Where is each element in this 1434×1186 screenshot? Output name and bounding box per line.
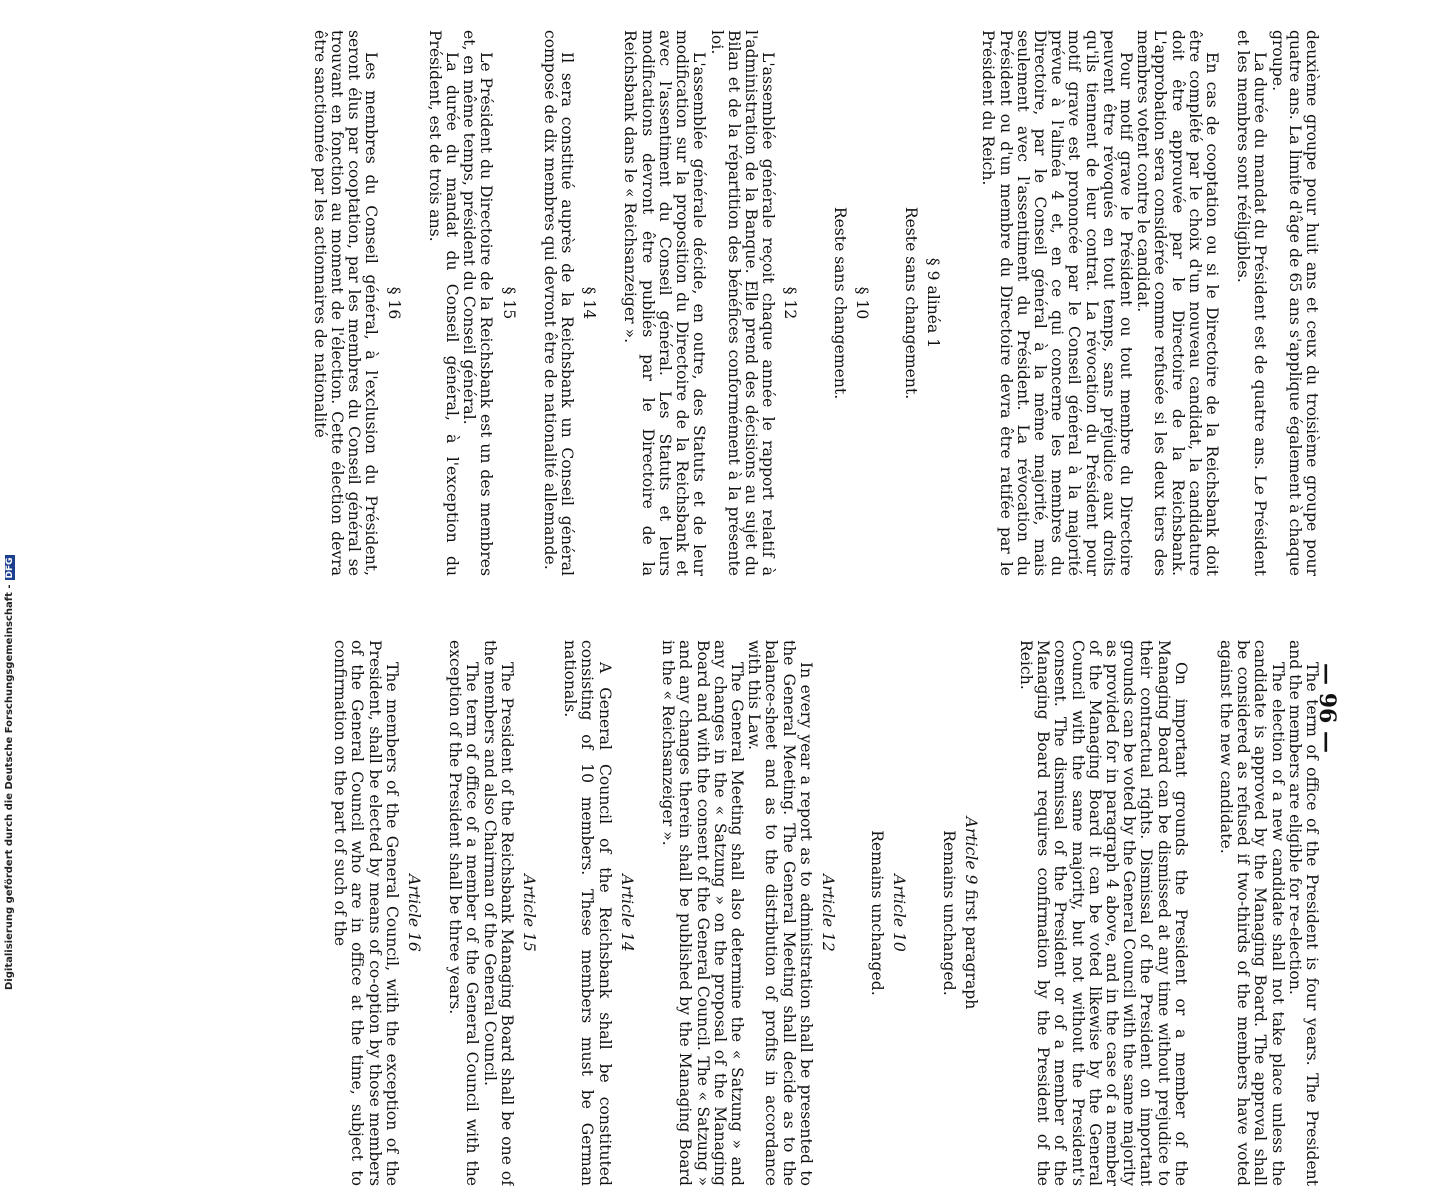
section-note: Reste sans changement. — [830, 206, 849, 400]
article-heading: Article 12 — [818, 874, 837, 952]
paragraph: The term of office of a member of the General Council with the exception of the President shall be three years. — [446, 640, 482, 1186]
article-heading: Article 15 — [520, 874, 539, 952]
dfg-logo: DFG — [5, 557, 15, 579]
paragraph: L'assemblée générale décide, en outre, des Statuts et de leur modification sur la proposition du Directoire de la Reichsbank et avec l'assentiment du Conseil général. Les Statuts et leurs modifications devront être publiés par le Directoire de la Reichsbank dans le « Reichsanzeiger ». — [621, 30, 709, 576]
paragraph: La durée du mandat du Conseil général, à l'exception du Président, est de trois ans. — [425, 30, 462, 576]
english-column — [331, 640, 1320, 1186]
paragraph: Pour motif grave le Président ou tout membre du Directoire peuvent être révoqués en tout temps, sans préjudice aux droits qu'ils tiennent de leur contrat. La révocation du Président pour motif grave est prononcée par le Conseil général à la majorité prévue à l'alinéa 4 et, en ce qui concerne les membres du Directoire, par le Conseil général à la même majorité, mais seulement avec l'assentiment du Président. La révocation du Président ou d'un membre du Directoire devra être ratifée par le Président du Reich. — [979, 30, 1135, 576]
article-heading: Article 9 first paragraph — [961, 816, 980, 1010]
paragraph: Il sera constitué auprès de la Reichsbank un Conseil général composé de dix membres qui devront être de nationalité allemande. — [540, 30, 577, 576]
article-heading: Article 10 — [890, 874, 909, 952]
article-heading: Article 14 — [617, 874, 636, 952]
paragraph: La durée du mandat du Président est de quatre ans. Le Président et les membres sont rééligibles. — [1234, 30, 1270, 576]
page-number: — 96 — — [1314, 663, 1340, 753]
section-heading: § 15 — [499, 286, 518, 320]
paragraph: On important grounds the President or a member of the Managing Board can be dismissed at any time without prejudice to their contractual rights. Dismissal of the President on important grounds can be voted by the General Council with the same majority as provided for in paragraph 4 above, and in the case of a member of the Managing Board it can be voted likewise by the General Council with the same majority, but not without the President's consent. The dismissal of the President or of a member of the Managing Board requires confirmation by the President of the Reich. — [1016, 640, 1190, 1186]
digitization-credit: Digitalisierung gefördert durch die Deutsche Forschungsgemeinschaft -DFG — [4, 557, 15, 990]
paragraph: En cas de cooptation ou si le Directoire de la Reichsbank doit être complété par le choix d'un nouveau candidat, la candidature doit être approuvée par le Directoire de la Reichsbank. L'approbation sera considérée comme refusée si les deux tiers des membres votent contre le candidat. — [1134, 30, 1221, 576]
paragraph: L'assemblée générale reçoit chaque année le rapport relatif à l'administration de la Banque. Elle prend des décisions au sujet du Bilan et de la répartition des bénéfices conformément à la présente loi. — [707, 30, 778, 576]
article-heading: Article 16 — [405, 874, 424, 952]
paragraph: deuxième groupe pour huit ans et ceux du troisième groupe pour quatre ans. La limite d'âge de 65 ans s'applique également à chaque groupe. — [1268, 30, 1321, 576]
section-heading: § 10 — [852, 286, 871, 320]
section-heading: § 9 alinéa 1 — [924, 257, 943, 349]
french-column — [311, 30, 1320, 576]
paragraph: Le Président du Directoire de la Reichsbank est un des membres et, en même temps, président du Conseil général. — [460, 30, 496, 576]
section-heading: § 16 — [384, 286, 403, 320]
article-note: Remains unchanged. — [868, 830, 887, 996]
paragraph: The President of the Reichsbank Managing Board shall be one of the members and also Chairman of the General Council. — [480, 640, 516, 1186]
paragraph: A General Council of the Reichsbank shall be constituted consisting of 10 members. These members must be German nationals. — [561, 640, 614, 1186]
article-note: Remains unchanged. — [939, 830, 958, 996]
section-heading: § 12 — [781, 286, 800, 320]
paragraph: The election of a new candidate shall not take place unless the candidate is approved by the Managing Board. The approval shall be considered as refused if two-thirds of the members have voted against the new candidate. — [1216, 640, 1287, 1186]
section-heading: § 14 — [580, 286, 599, 320]
paragraph: The members of the General Council, with the exception of the President, shall be elected by means of co-option by those members of the General Council who are in office at the time, subject to confirmation on the part of such of the — [331, 640, 401, 1186]
paragraph: In every year a report as to administration shall be presented to the General Meeting. The General Meeting shall decide as to the balance-sheet and as to the distribution of profits in accordance with this Law. — [745, 640, 815, 1186]
section-note: Reste sans changement. — [901, 206, 920, 400]
paragraph: The term of office of the President is four years. The President and the members are eligible for re-election. — [1285, 640, 1321, 1186]
paragraph: The General Meeting shall also determine the « Satzung » and any changes in the « Satzung » on the proposal of the Managing Board and with the consent of the General Council. The « Satzung » and any changes therein shall be published by the Managing Board in the « Reichsanzeiger ». — [659, 640, 746, 1186]
rotated-page-content — [130, 30, 1340, 1186]
paragraph: Les membres du Conseil général, à l'exclusion du Président, seront élus par cooptation, par les membres du Conseil général se trouvant en fonction au moment de l'élection. Cette élection devra être sanctionnée par les actionnaires de nationalité — [310, 30, 381, 576]
